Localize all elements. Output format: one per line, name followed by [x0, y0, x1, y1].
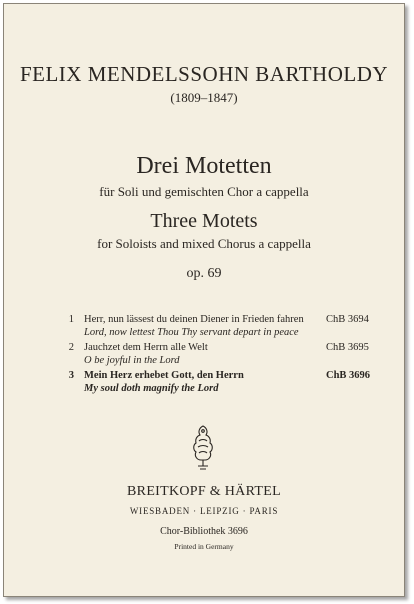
- publisher-emblem-icon: [188, 424, 218, 472]
- subtitle-english: for Soloists and mixed Chorus a cappella: [97, 236, 311, 251]
- item-catalog-number: ChB 3696: [326, 370, 371, 381]
- series-number: Chor-Bibliothek 3696: [160, 526, 248, 537]
- item-number: 1: [68, 314, 74, 325]
- item-title-english: My soul doth magnify the Lord: [84, 383, 219, 394]
- score-cover: [3, 3, 405, 597]
- item-number: 2: [68, 342, 74, 353]
- title-german: Drei Motetten: [136, 153, 272, 179]
- title-english: Three Motets: [150, 210, 258, 232]
- item-title-english: Lord, now lettest Thou Thy servant depart in peace: [84, 327, 299, 338]
- item-catalog-number: ChB 3694: [326, 314, 369, 325]
- subtitle-german: für Soli und gemischten Chor a cappella: [99, 184, 309, 199]
- opus-number: op. 69: [186, 266, 222, 281]
- printed-note: Printed in Germany: [174, 542, 234, 551]
- item-title-german: Mein Herz erhebet Gott, den Herrn: [84, 370, 244, 381]
- publisher-name: BREITKOPF & HÄRTEL: [127, 484, 281, 499]
- composer-dates: (1809–1847): [170, 90, 238, 105]
- publisher-cities: WIESBADEN · LEIPZIG · PARIS: [129, 506, 279, 516]
- item-title-german: Jauchzet dem Herrn alle Welt: [84, 342, 208, 353]
- item-catalog-number: ChB 3695: [326, 342, 369, 353]
- item-number: 3: [68, 370, 74, 381]
- item-title-english: O be joyful in the Lord: [84, 355, 180, 366]
- composer-name: FELIX MENDELSSOHN BARTHOLDY: [19, 62, 389, 86]
- item-title-german: Herr, nun lässest du deinen Diener in Frieden fahren: [84, 314, 304, 325]
